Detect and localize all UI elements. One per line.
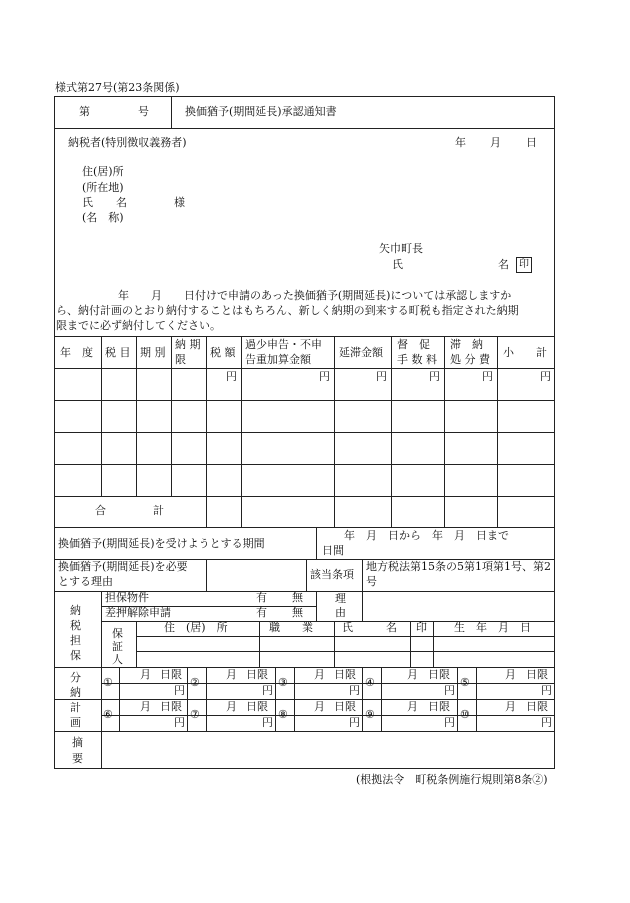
side-char: 担 [70, 634, 81, 647]
plan-month: 月 [505, 700, 516, 713]
guarantor-col-address: 住 (居) 所 [164, 621, 228, 634]
seizure-label: 差押解除申請 [105, 606, 171, 619]
collateral-label: 担保物件 [105, 591, 149, 604]
plan-mark-9: ⑨ [365, 708, 375, 721]
plan-month: 月 [314, 668, 325, 681]
plan-side-label [70, 670, 81, 730]
taxpayer-label: 納税者(特別徴収義務者) [68, 136, 187, 149]
unit-kasho: 円 [319, 370, 330, 383]
plan-mark-10: ⑩ [460, 708, 470, 721]
side-char: 証 [112, 640, 123, 653]
date-month: 月 [490, 136, 501, 149]
side-char: 人 [112, 653, 123, 666]
side-char: 保 [70, 649, 81, 662]
total-label-1: 合 [95, 504, 106, 517]
name-sama: 様 [174, 196, 185, 209]
date-year: 年 [455, 136, 466, 149]
plan-yen: 円 [349, 716, 360, 729]
clause-label: 該当条項 [310, 568, 354, 581]
period-label: 換価猶予(期間延長)を受けようとする期間 [58, 537, 265, 550]
plan-month: 月 [407, 668, 418, 681]
plan-mark-4: ④ [365, 676, 375, 689]
plan-deadline: 日限 [246, 700, 268, 713]
header-gou: 号 [138, 105, 149, 118]
plan-yen: 円 [262, 716, 273, 729]
plan-yen: 円 [444, 716, 455, 729]
official-seal [516, 257, 532, 273]
guarantor-col-name: 氏 名 [342, 621, 397, 634]
date-day: 日 [526, 136, 537, 149]
unit-tokusoku: 円 [429, 370, 440, 383]
col-kasho-2: 告重加算金額 [245, 353, 311, 366]
side-char: 保 [112, 627, 123, 640]
plan-month: 月 [226, 668, 237, 681]
clause-text-2: 号 [366, 575, 377, 588]
total-label-2: 計 [153, 504, 164, 517]
guarantor-side-label [112, 627, 123, 666]
col-kibetsu: 期 別 [140, 346, 166, 359]
reason-label-2: とする理由 [58, 575, 113, 588]
plan-mark-1: ① [103, 676, 113, 689]
col-shokei: 小 計 [503, 346, 547, 359]
plan-mark-5: ⑤ [460, 676, 470, 689]
plan-mark-2: ② [190, 676, 200, 689]
col-nendo: 年 度 [60, 346, 93, 359]
period-value-1: 年 月 日から 年 月 日まで [344, 529, 509, 542]
body-text-1: 年 月 日付けで申請のあった換価猶予(期間延長)については承認しますか [118, 289, 512, 302]
plan-deadline: 日限 [428, 668, 450, 681]
col-noki-1: 納 期 [175, 338, 201, 351]
plan-deadline: 日限 [246, 668, 268, 681]
plan-mark-8: ⑧ [278, 708, 288, 721]
side-char: 画 [70, 716, 81, 729]
side-char: 納 [70, 686, 81, 699]
seal-mark: 印 [516, 257, 532, 273]
seizure-no: 無 [292, 606, 303, 619]
collateral-yes: 有 [256, 591, 267, 604]
plan-deadline: 日限 [526, 700, 548, 713]
plan-yen: 円 [262, 684, 273, 697]
plan-yen: 円 [174, 716, 185, 729]
form-number: 様式第27号(第23条関係) [55, 81, 180, 94]
header-dai: 第 [79, 105, 90, 118]
issuer-shi: 氏 [392, 258, 403, 271]
side-char: 分 [70, 671, 81, 684]
legal-basis: (根拠法令 町税条例施行規則第8条②) [356, 773, 548, 786]
security-side-label [70, 603, 81, 663]
corp-name-label: (名 称) [82, 211, 124, 224]
col-noki-2: 限 [175, 353, 186, 366]
col-tokusoku-1: 督 促 [397, 338, 430, 351]
body-text-2: ら、納付計画のとおり納付することはもちろん、新しく納期の到来する町税も指定された納期 [56, 304, 519, 317]
guarantor-col-seal: 印 [416, 621, 427, 634]
riyu-2: 由 [335, 606, 346, 619]
side-char: 計 [70, 701, 81, 714]
notice-title: 換価猶予(期間延長)承認通知書 [185, 105, 337, 118]
remarks-side-1: 摘 [72, 736, 83, 749]
issuer-title: 矢巾町長 [379, 242, 423, 255]
plan-deadline: 日限 [334, 668, 356, 681]
seizure-yes: 有 [256, 606, 267, 619]
address-residence: 住(居)所 [82, 165, 124, 178]
plan-mark-3: ③ [278, 676, 288, 689]
unit-shokei: 円 [540, 370, 551, 383]
clause-text-1: 地方税法第15条の5第1項第1号、第2 [366, 560, 551, 573]
riyu-1: 理 [335, 592, 346, 605]
plan-month: 月 [407, 700, 418, 713]
unit-zeigaku: 円 [226, 370, 237, 383]
guarantor-col-job: 職 業 [269, 621, 313, 634]
issuer-mei: 名 [498, 258, 509, 271]
col-entai: 延滞金額 [339, 346, 383, 359]
plan-month: 月 [140, 700, 151, 713]
plan-yen: 円 [541, 716, 552, 729]
col-tainou-1: 滞 納 [450, 338, 483, 351]
plan-mark-6: ⑥ [103, 708, 113, 721]
name-shi: 氏 [82, 196, 93, 209]
col-tokusoku-2: 手 数 料 [397, 353, 437, 366]
remarks-side-2: 要 [72, 752, 83, 765]
col-tainou-2: 処 分 費 [450, 353, 490, 366]
body-text-3: 限までに必ず納付してください。 [56, 319, 221, 332]
name-mei: 名 [116, 196, 127, 209]
side-char: 税 [70, 619, 81, 632]
plan-deadline: 日限 [526, 668, 548, 681]
plan-month: 月 [505, 668, 516, 681]
plan-month: 月 [226, 700, 237, 713]
plan-yen: 円 [541, 684, 552, 697]
plan-yen: 円 [174, 684, 185, 697]
col-zeimoku: 税 目 [105, 346, 131, 359]
plan-deadline: 日限 [428, 700, 450, 713]
plan-month: 月 [140, 668, 151, 681]
collateral-no: 無 [292, 591, 303, 604]
side-char: 納 [70, 604, 81, 617]
period-value-2: 日間 [322, 544, 344, 557]
plan-yen: 円 [349, 684, 360, 697]
plan-deadline: 日限 [160, 700, 182, 713]
plan-deadline: 日限 [334, 700, 356, 713]
unit-tainou: 円 [482, 370, 493, 383]
unit-entai: 円 [376, 370, 387, 383]
col-kasho-1: 過少申告・不申 [245, 338, 322, 351]
plan-deadline: 日限 [160, 668, 182, 681]
plan-yen: 円 [444, 684, 455, 697]
guarantor-col-dob: 生 年 月 日 [454, 621, 531, 634]
col-zeigaku: 税 額 [210, 346, 236, 359]
reason-label-1: 換価猶予(期間延長)を必要 [58, 560, 188, 573]
address-location: (所在地) [82, 181, 124, 194]
plan-mark-7: ⑦ [190, 708, 200, 721]
plan-month: 月 [314, 700, 325, 713]
